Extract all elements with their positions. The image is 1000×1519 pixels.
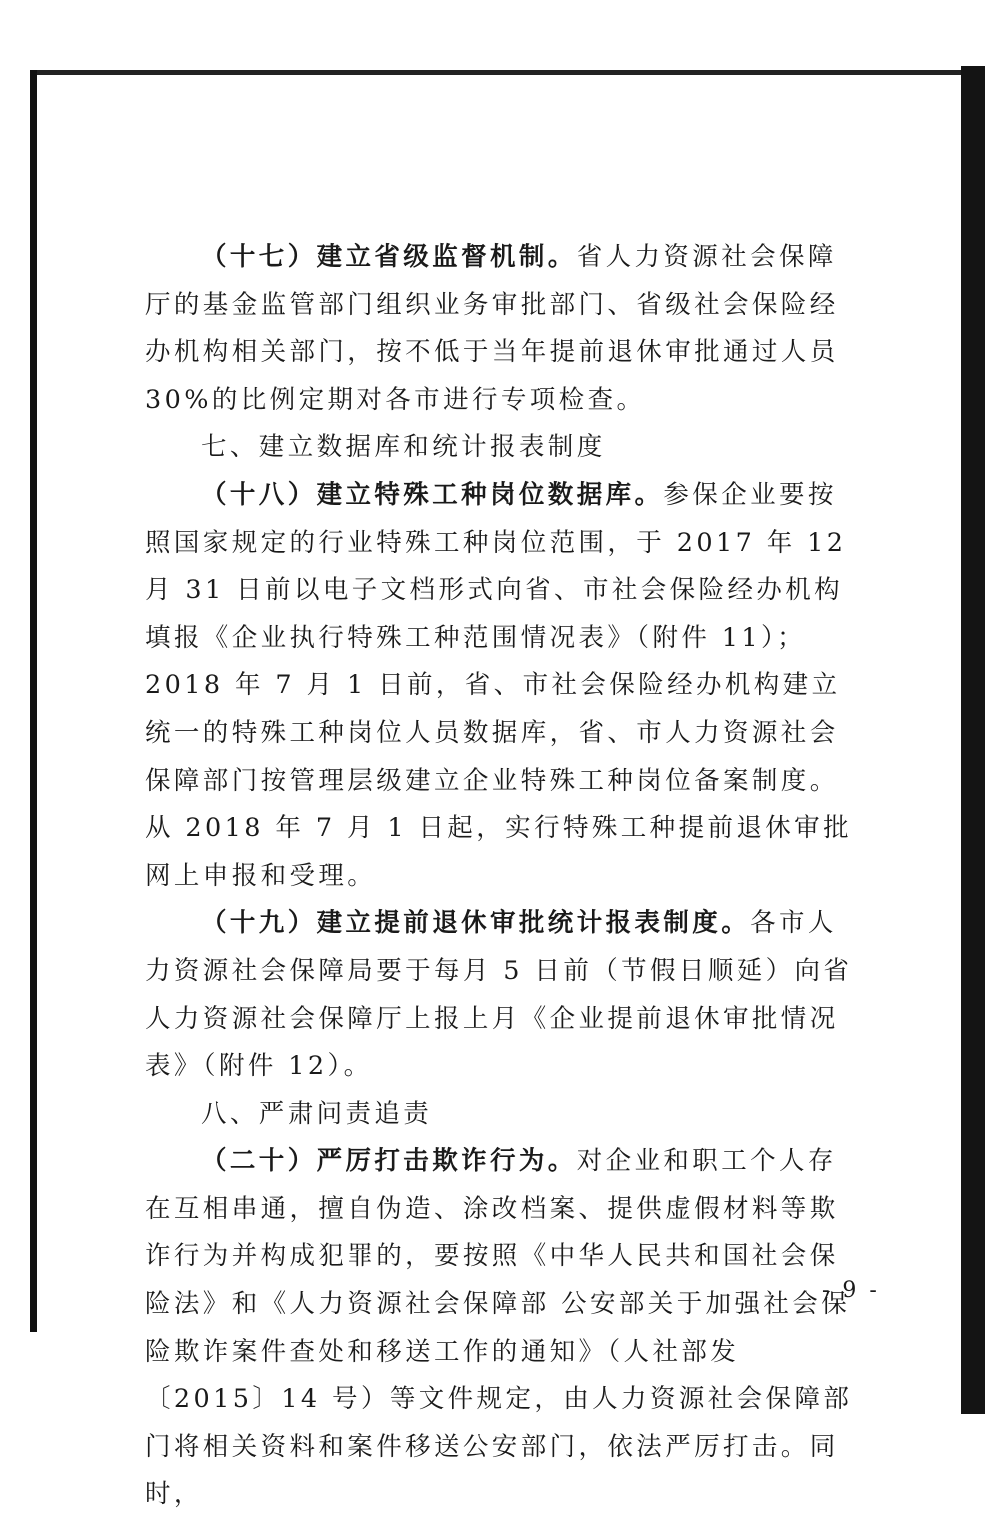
- paragraph-19-text: 各市人力资源社会保障局要于每月 5 日前（节假日顺延）向省人力资源社会保障厅上报上月《企业提前退休审批情况表》（附件 12）。: [145, 908, 853, 1082]
- page-number: - 9 -: [822, 1278, 880, 1303]
- scan-edge-top: [30, 70, 980, 75]
- paragraph-18: [145, 472, 857, 900]
- document-body: [145, 234, 857, 1519]
- paragraph-19-lead: （十九）建立提前退休审批统计报表制度。: [201, 908, 751, 939]
- paragraph-17-text: 省人力资源社会保障厅的基金监管部门组织业务审批部门、省级社会保险经办机构相关部门，按不低于当年提前退休审批通过人员 30%的比例定期对各市进行专项检查。: [145, 242, 839, 415]
- paragraph-19: [145, 900, 857, 1090]
- section-heading-7: 七、建立数据库和统计报表制度: [201, 432, 606, 463]
- paragraph-17: [145, 234, 857, 424]
- scan-edge-right: [961, 66, 985, 1414]
- section-heading-8: 八、严肃问责追责: [201, 1098, 433, 1129]
- paragraph-17-lead: （十七）建立省级监督机制。: [201, 242, 577, 272]
- paragraph-18-text: 参保企业要按照国家规定的行业特殊工种岗位范围，于 2017 年 12 月 31 日前以电子文档形式向省、市社会保险经办机构填报《企业执行特殊工种范围情况表》（附件 11）；2018 年 7 月 1 日前，省、市社会保险经办机构建立统一的特殊工种岗位人员数据库，省、市人力资源社会保障部门按管理层级建立企业特殊工种岗位备案制度。从 2018 年 7 月 1 日起，实行特殊工种提前退休审批网上申报和受理。: [145, 479, 852, 891]
- scan-edge-left: [30, 70, 37, 1332]
- paragraph-20-text: 对企业和职工个人存在互相串通，擅自伪造、涂改档案、提供虚假材料等欺诈行为并构成犯罪的，要按照《中华人民共和国社会保险法》和《人力资源社会保障部 公安部关于加强社会保险欺诈案件查处和移送工作的通知》（人社部发〔2015〕14 号）等文件规定，由人力资源社会保障部门将相关资料和案件移送公安部门，依法严厉打击。同时，: [145, 1146, 853, 1510]
- paragraph-20-lead: （二十）严厉打击欺诈行为。: [201, 1146, 577, 1177]
- paragraph-20: [145, 1138, 857, 1519]
- paragraph-18-lead: （十八）建立特殊工种岗位数据库。: [201, 479, 664, 510]
